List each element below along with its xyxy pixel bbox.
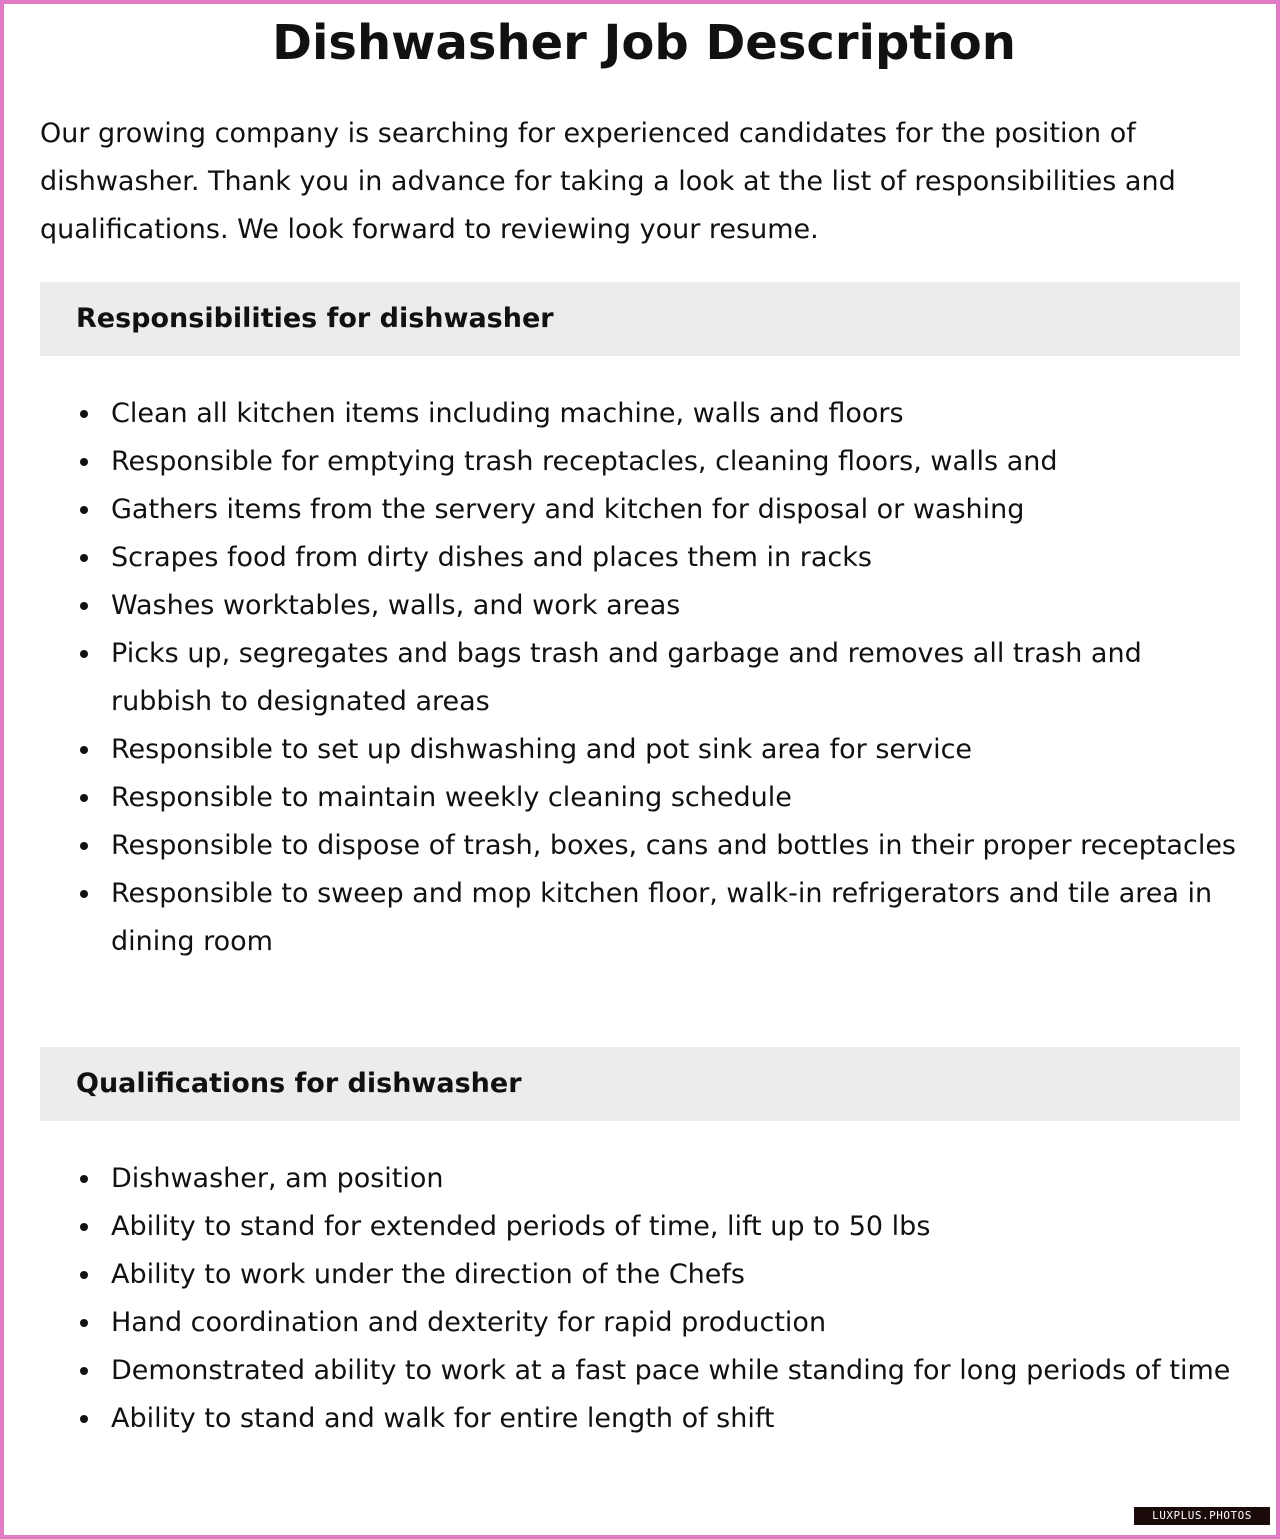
list-item xyxy=(76,726,1246,774)
list-item xyxy=(76,822,1246,870)
list-item-text: Dishwasher, am position xyxy=(111,1163,444,1194)
list-item xyxy=(76,1203,1246,1251)
list-item xyxy=(76,1347,1246,1395)
list-item xyxy=(76,582,1246,630)
bullet-icon xyxy=(80,1271,88,1279)
list-item xyxy=(76,630,1246,726)
bullet-icon xyxy=(80,506,88,514)
list-item xyxy=(76,870,1246,966)
intro-paragraph: Our growing company is searching for experienced candidates for the position of dishwasher. Thank you in advance for taking a look at the list of responsibilities and qualifications. We look forward to reviewing your resume. xyxy=(40,118,1176,245)
bullet-icon xyxy=(80,746,88,754)
list-item xyxy=(76,486,1246,534)
list-item-text: Demonstrated ability to work at a fast pace while standing for long periods of time xyxy=(111,1355,1231,1386)
list-item xyxy=(76,1251,1246,1299)
list-item-text: Ability to stand and walk for entire length of shift xyxy=(111,1403,775,1434)
list-item-text: Responsible to sweep and mop kitchen floor, walk-in refrigerators and tile area in dining room xyxy=(111,878,1213,957)
list-item-text: Ability to work under the direction of the Chefs xyxy=(111,1259,745,1290)
qualifications-heading: Qualifications for dishwasher xyxy=(40,1047,1240,1121)
list-item-text: Responsible to maintain weekly cleaning schedule xyxy=(111,782,792,813)
bullet-icon xyxy=(80,602,88,610)
bullet-icon xyxy=(80,410,88,418)
list-item xyxy=(76,1299,1246,1347)
bullet-icon xyxy=(80,554,88,562)
list-item-text: Hand coordination and dexterity for rapid production xyxy=(111,1307,827,1338)
list-item-text: Responsible to dispose of trash, boxes, cans and bottles in their proper receptacles xyxy=(111,830,1236,861)
list-item xyxy=(76,1155,1246,1203)
bullet-icon xyxy=(80,1415,88,1423)
list-item xyxy=(76,534,1246,582)
bullet-icon xyxy=(80,650,88,658)
list-item-text: Scrapes food from dirty dishes and places them in racks xyxy=(111,542,872,573)
page-title: Dishwasher Job Description xyxy=(272,15,1016,71)
bullet-icon xyxy=(80,1367,88,1375)
qualifications-list xyxy=(76,1155,1246,1443)
watermark: LUXPLUS.PHOTOS xyxy=(1134,1507,1270,1525)
responsibilities-list xyxy=(76,390,1246,966)
bullet-icon xyxy=(80,1223,88,1231)
bullet-icon xyxy=(80,1175,88,1183)
list-item xyxy=(76,390,1246,438)
list-item-text: Clean all kitchen items including machine, walls and floors xyxy=(111,398,904,429)
bullet-icon xyxy=(80,842,88,850)
list-item-text: Washes worktables, walls, and work areas xyxy=(111,590,681,621)
list-item-text: Responsible to set up dishwashing and pot sink area for service xyxy=(111,734,973,765)
list-item xyxy=(76,438,1246,486)
bullet-icon xyxy=(80,458,88,466)
responsibilities-heading: Responsibilities for dishwasher xyxy=(40,282,1240,356)
bullet-icon xyxy=(80,890,88,898)
list-item-text: Gathers items from the servery and kitchen for disposal or washing xyxy=(111,494,1025,525)
list-item-text: Responsible for emptying trash receptacles, cleaning floors, walls and xyxy=(111,446,1058,477)
list-item-text: Picks up, segregates and bags trash and garbage and removes all trash and rubbish to designated areas xyxy=(111,638,1142,717)
list-item xyxy=(76,1395,1246,1443)
bullet-icon xyxy=(80,794,88,802)
bullet-icon xyxy=(80,1319,88,1327)
list-item-text: Ability to stand for extended periods of time, lift up to 50 lbs xyxy=(111,1211,931,1242)
list-item xyxy=(76,774,1246,822)
